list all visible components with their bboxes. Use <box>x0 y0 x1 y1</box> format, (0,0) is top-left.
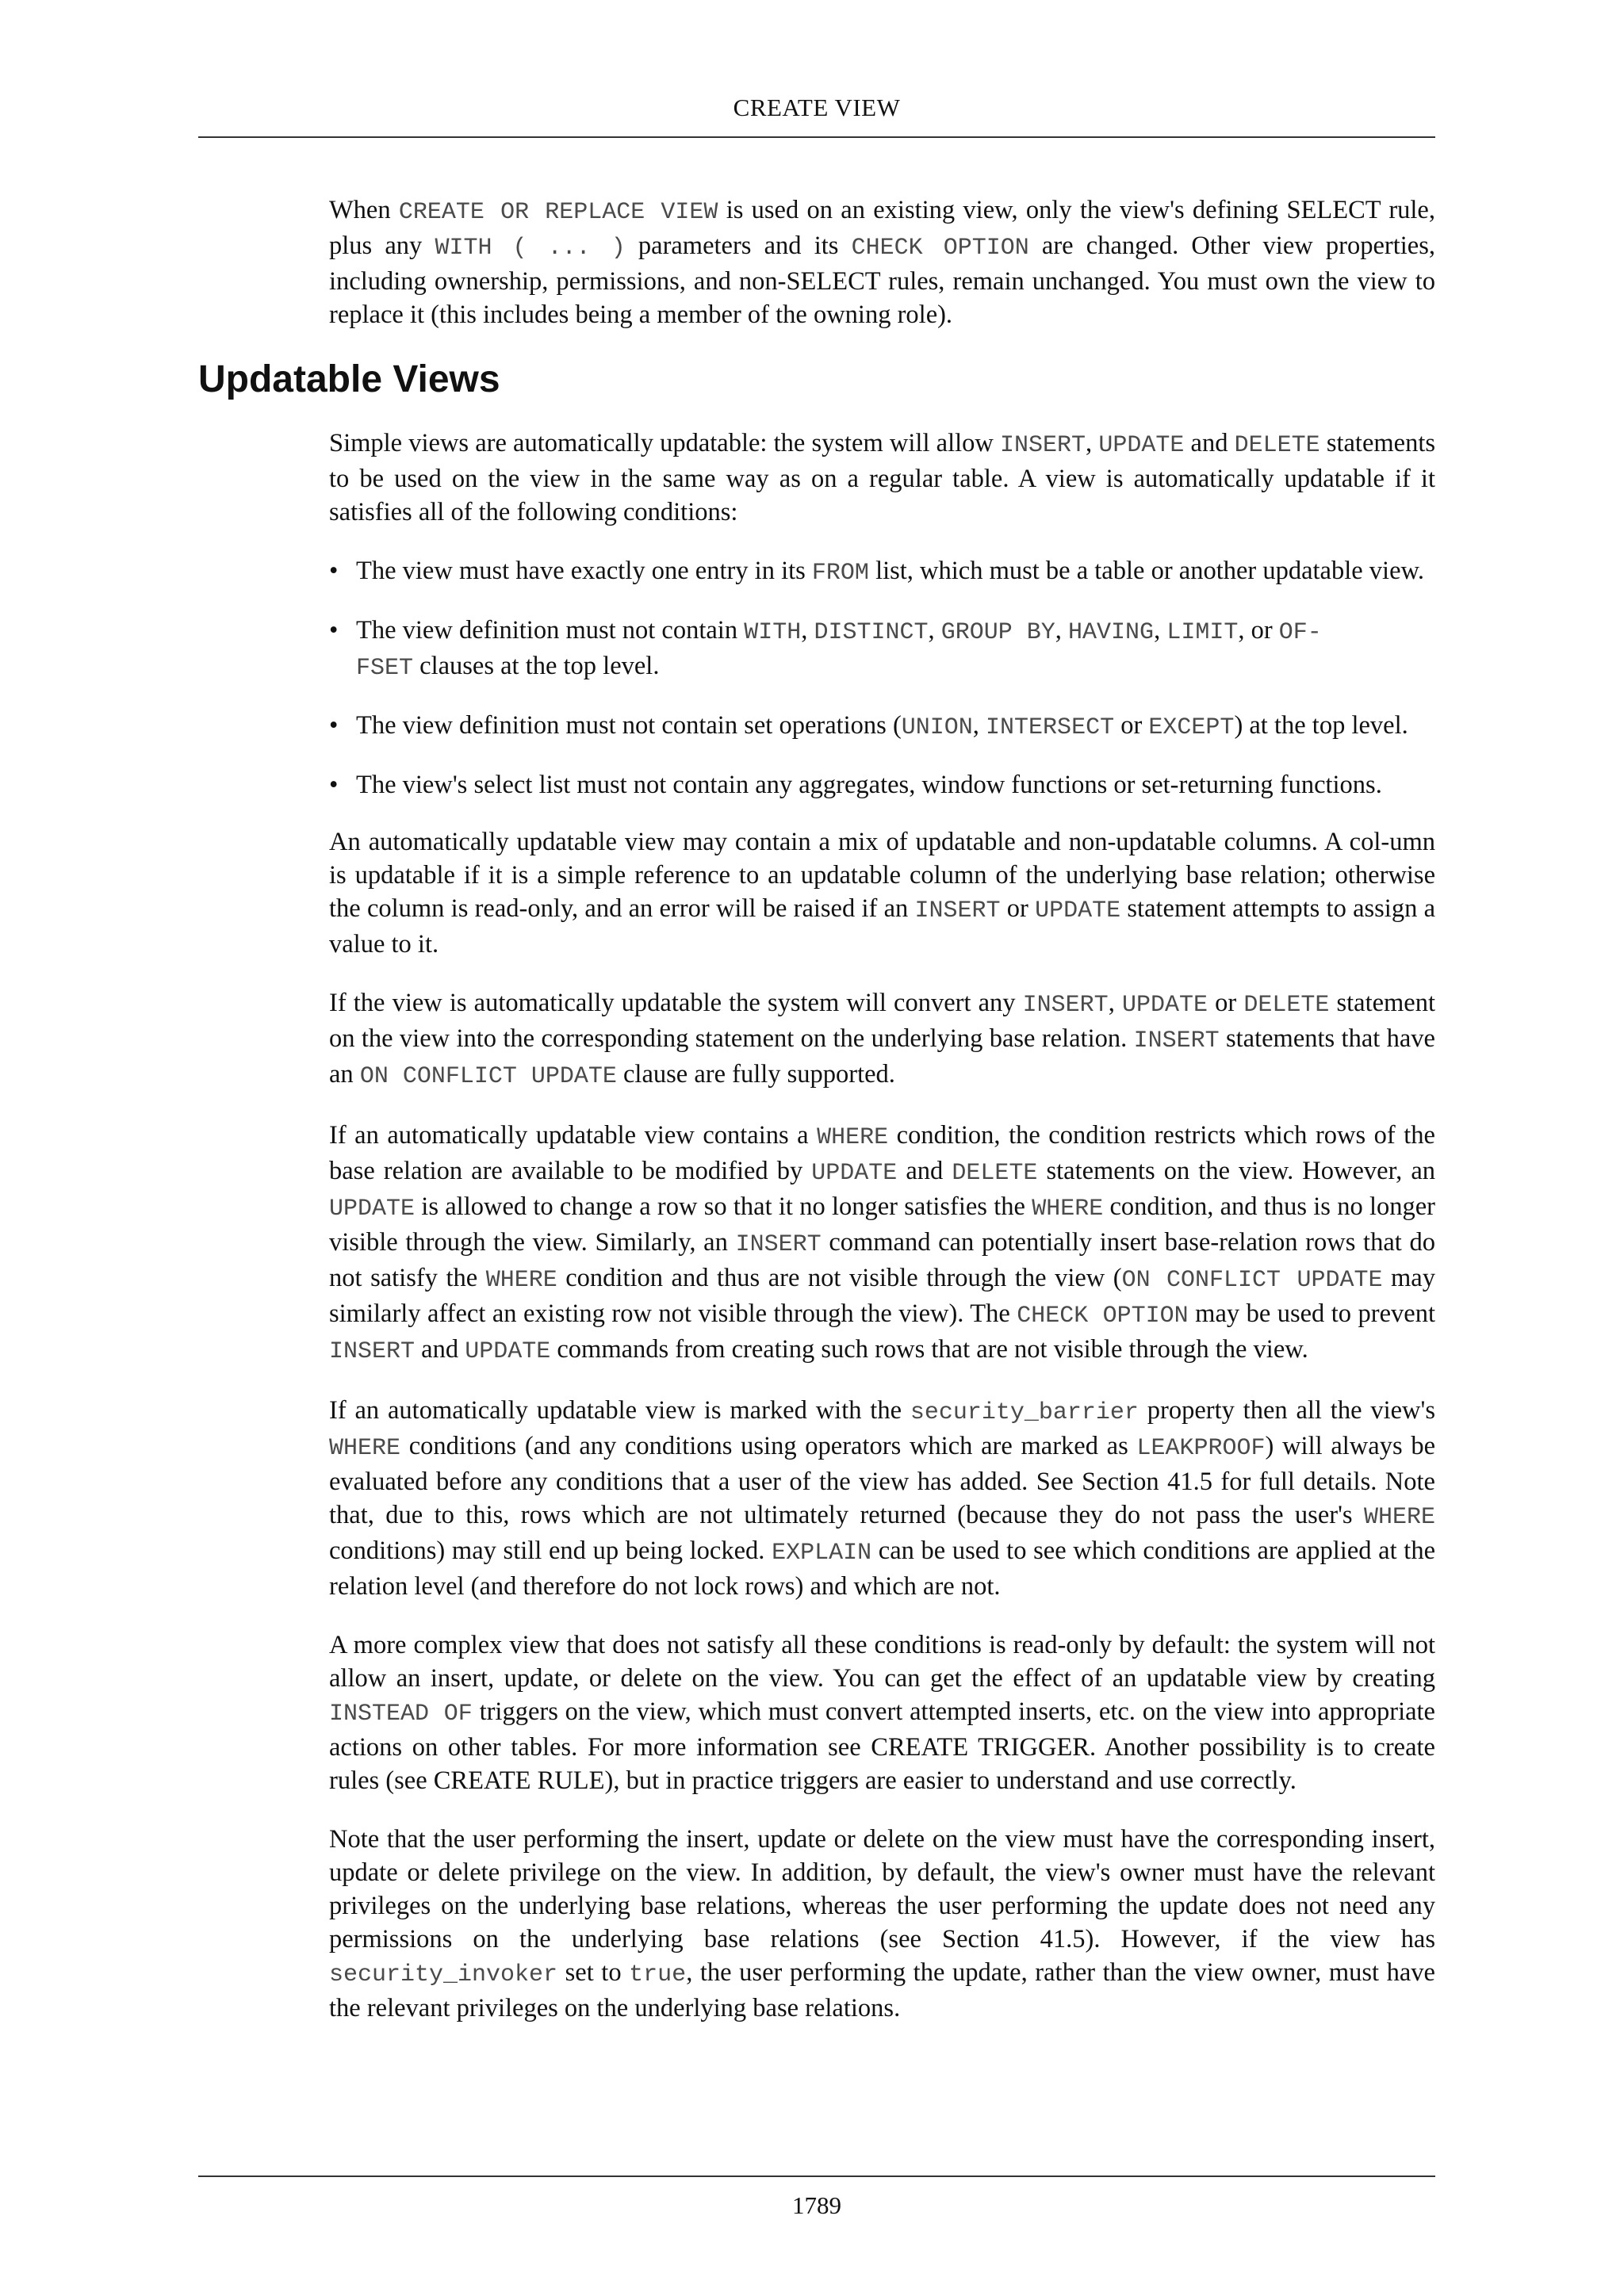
inline-code: WHERE <box>485 1267 557 1294</box>
list-item <box>329 554 1435 590</box>
inline-code: DELETE <box>1234 432 1320 459</box>
text-run: and <box>1184 429 1235 457</box>
text-run: may be used to prevent <box>1188 1299 1435 1328</box>
header-rule <box>198 136 1435 138</box>
inline-code: WHERE <box>1032 1196 1104 1223</box>
inline-code: WITH ( ... ) <box>435 235 626 262</box>
inline-code: UPDATE <box>329 1196 416 1223</box>
text-run: The view definition must not contain <box>356 616 745 645</box>
paragraph-privileges <box>329 1823 1435 2025</box>
paragraph-complex-views <box>329 1628 1435 1797</box>
bullet-icon: • <box>329 711 339 740</box>
text-run: parameters and its <box>625 232 852 260</box>
text-run: , <box>972 711 986 740</box>
text-run: or <box>1000 894 1036 923</box>
text-run: ) will always be evaluated before any conditions that a user of the view has added. See Section 41.5 for full details. Note that, due to this, rows which are not ultimately returned (because they do not pass the user's <box>329 1432 1435 1529</box>
text-run: The view must have exactly one entry in its <box>356 557 812 585</box>
running-header: CREATE VIEW <box>733 94 901 121</box>
paragraph-where-condition <box>329 1119 1435 1368</box>
text-run: statement on the view into the corresponding statement on the underlying base relation. <box>329 989 1436 1053</box>
intro-paragraph <box>329 193 1435 331</box>
text-run: , <box>1108 989 1122 1017</box>
inline-code: true <box>629 1961 687 1988</box>
text-run: A more complex view that does not satisfy all these conditions is read-only by default: the system will not allow an insert, update, or delete on the view. You can get the effect of an updatable view by creating <box>329 1631 1435 1693</box>
text-run: statement attempts to assign a value to it. <box>329 894 1435 959</box>
text-run: commands from creating such rows that are not visible through the view. <box>550 1335 1308 1364</box>
paragraph-simple-views <box>329 427 1435 529</box>
text-run: can be used to see which conditions are applied at the relation level (and therefore do not lock rows) and which are not. <box>329 1536 1436 1601</box>
conditions-list <box>329 554 1435 802</box>
inline-code: EXCEPT <box>1148 714 1235 741</box>
text-run: If an automatically updatable view contains a <box>329 1121 818 1150</box>
inline-code: UPDATE <box>465 1338 551 1365</box>
text-run: set to <box>557 1958 630 1987</box>
inline-code: UPDATE <box>1098 432 1185 459</box>
inline-code: UPDATE <box>811 1160 898 1187</box>
text-run: and <box>415 1335 465 1364</box>
text-run: , <box>1055 616 1069 645</box>
inline-code: WHERE <box>817 1124 889 1151</box>
list-item <box>329 614 1435 685</box>
inline-code: WITH <box>744 619 802 646</box>
inline-code: LEAKPROOF <box>1136 1435 1266 1462</box>
inline-code: security_invoker <box>329 1961 558 1988</box>
paragraph-security-barrier <box>329 1394 1435 1603</box>
inline-code: UPDATE <box>1121 992 1208 1019</box>
inline-code: UNION <box>901 714 973 741</box>
section-heading: Updatable Views <box>198 358 500 400</box>
text-run: Simple views are automatically updatable: the system will allow <box>329 429 1001 457</box>
text-run: statements on the view. However, an <box>1037 1157 1435 1185</box>
text-run: are changed. Other view properties, including ownership, permissions, and non-SELECT rules, remain unchanged. You must own the view to replace it (this includes being a member of the owning role). <box>329 232 1436 329</box>
bullet-icon: • <box>329 771 339 799</box>
inline-code: INSERT <box>914 897 1001 924</box>
inline-code: EXPLAIN <box>772 1540 872 1567</box>
text-run: statements that have an <box>329 1024 1435 1089</box>
text-run: clauses at the top level. <box>413 652 660 680</box>
inline-code: INTERSECT <box>986 714 1115 741</box>
list-item <box>329 768 1435 802</box>
text-run: condition, the condition restricts which rows of the base relation are available to be modified by <box>329 1121 1435 1185</box>
inline-code: INSERT <box>1022 992 1109 1019</box>
inline-code: GROUP BY <box>940 619 1055 646</box>
text-run: , <box>801 616 814 645</box>
inline-code: FROM <box>811 560 869 587</box>
text-run: condition and thus are not visible through the view ( <box>557 1264 1122 1292</box>
text-run: The view's select list must not contain any aggregates, window functions or set-returning functions. <box>356 771 1382 799</box>
inline-code: INSERT <box>1000 432 1086 459</box>
footer-rule <box>198 2175 1435 2177</box>
page-content <box>198 193 1436 2050</box>
text-run: , or <box>1238 616 1279 645</box>
text-run: ) at the top level. <box>1234 711 1408 740</box>
text-run: If the view is automatically updatable the system will convert any <box>329 989 1023 1017</box>
text-run: The view definition must not contain set operations ( <box>356 711 902 740</box>
text-run: condition, and thus is no longer visible through the view. Similarly, an <box>329 1192 1435 1257</box>
inline-code: OF- <box>1278 619 1322 646</box>
inline-code: CHECK OPTION <box>851 235 1029 262</box>
text-run: An automatically updatable view may contain a mix of updatable and non-updatable columns. A col-umn is updatable if it is a simple reference to an updatable column of the underlying base relation; otherwise the column is read-only, and an error will be raised if an <box>329 828 1435 923</box>
text-run: or <box>1114 711 1149 740</box>
inline-code: INSTEAD OF <box>329 1701 473 1728</box>
text-run: If an automatically updatable view is marked with the <box>329 1396 910 1425</box>
text-run: , <box>1154 616 1167 645</box>
text-run: Note that the user performing the insert, update or delete on the view must have the corresponding insert, update or delete privilege on the view. In addition, by default, the view's owner must have the relevant privileges on the underlying base relations, whereas the user performing the update does not need any permissions on the underlying base relations (see Section 41.5). However, if the view has <box>329 1825 1435 1954</box>
inline-code: INSERT <box>735 1231 822 1258</box>
inline-code: CHECK OPTION <box>1017 1303 1189 1330</box>
text-run: or <box>1207 989 1244 1017</box>
page-number: 1789 <box>792 2191 841 2219</box>
inline-code: WHERE <box>1363 1504 1435 1531</box>
text-run: clause are fully supported. <box>616 1060 895 1089</box>
text-run: conditions) may still end up being locked. <box>329 1536 772 1565</box>
inline-code: CREATE OR REPLACE VIEW <box>398 199 718 226</box>
bullet-icon: • <box>329 557 339 585</box>
bullet-icon: • <box>329 616 339 645</box>
text-run: and <box>897 1157 952 1185</box>
inline-code: DISTINCT <box>814 619 929 646</box>
text-run: , the user performing the update, rather than the view owner, must have the relevant privileges on the underlying base relations. <box>329 1958 1435 2022</box>
inline-code: security_barrier <box>910 1399 1139 1426</box>
list-item <box>329 709 1435 744</box>
text-run: conditions (and any conditions using operators which are marked as <box>400 1432 1137 1460</box>
text-run: is used on an existing view, only the view's defining SELECT rule, plus any <box>329 196 1435 260</box>
text-run: may similarly affect an existing row not visible through the view). The <box>329 1264 1435 1328</box>
inline-code: DELETE <box>952 1160 1038 1187</box>
text-run: list, which must be a table or another updatable view. <box>868 557 1424 585</box>
text-run: When <box>329 196 399 224</box>
inline-code: ON CONFLICT UPDATE <box>359 1063 617 1090</box>
text-run: is allowed to change a row so that it no longer satisfies the <box>415 1192 1032 1221</box>
text-run: , <box>928 616 941 645</box>
text-run: property then all the view's <box>1138 1396 1436 1425</box>
text-run: triggers on the view, which must convert attempted inserts, etc. on the view into appropriate actions on other tables. For more information see CREATE TRIGGER. Another possibility is to create rules (see CREATE RULE), but in practice triggers are easier to understand and use correctly. <box>329 1697 1435 1795</box>
inline-code: WHERE <box>329 1435 401 1462</box>
inline-code: DELETE <box>1243 992 1330 1019</box>
inline-code: LIMIT <box>1166 619 1239 646</box>
paragraph-conversion <box>329 986 1435 1093</box>
paragraph-mixed-columns <box>329 825 1435 961</box>
inline-code: HAVING <box>1068 619 1155 646</box>
text-run: , <box>1086 429 1099 457</box>
inline-code: INSERT <box>329 1338 416 1365</box>
text-run: command can potentially insert base-relation rows that do not satisfy the <box>329 1228 1435 1292</box>
inline-code: ON CONFLICT UPDATE <box>1121 1267 1383 1294</box>
inline-code: INSERT <box>1133 1027 1220 1054</box>
inline-code: UPDATE <box>1035 897 1121 924</box>
inline-code: FSET <box>356 655 414 682</box>
text-run: statements to be used on the view in the same way as on a regular table. A view is automatically updatable if it satisfies all of the following conditions: <box>329 429 1436 526</box>
